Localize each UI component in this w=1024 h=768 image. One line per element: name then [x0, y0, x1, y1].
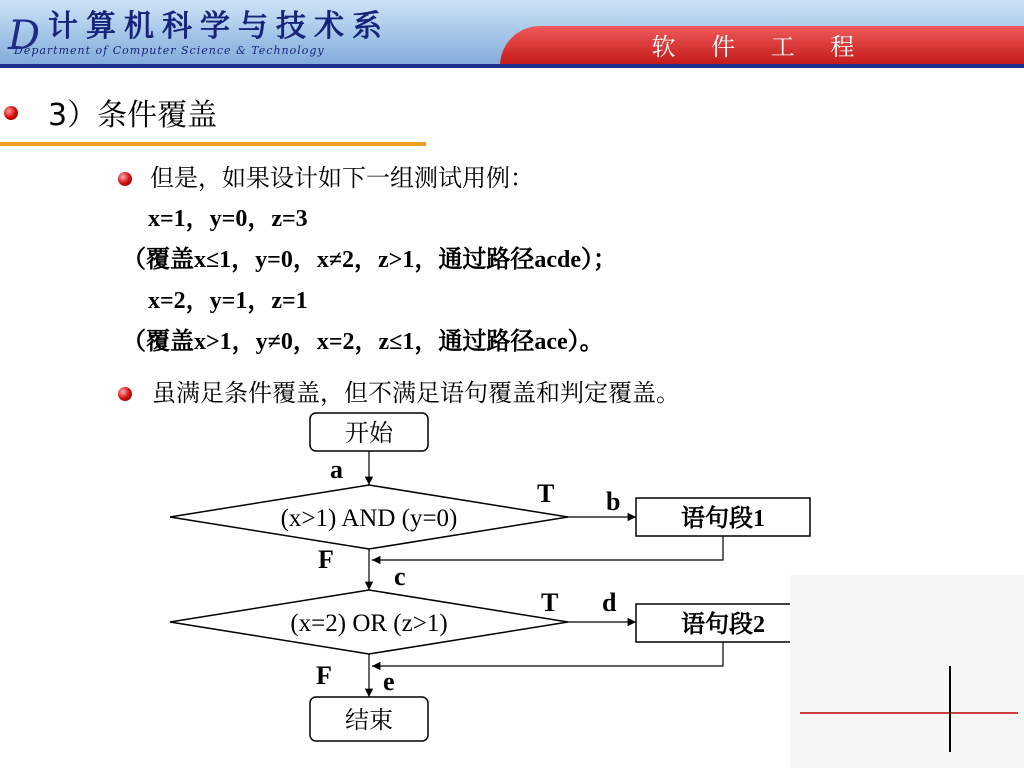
- edge-b-label: b: [606, 487, 621, 516]
- bullet-text-1: 但是，如果设计如下一组测试用例：: [150, 164, 534, 192]
- title-underline: [0, 142, 426, 146]
- decision-1-true-label: T: [537, 479, 555, 508]
- edge-c-label: c: [394, 562, 406, 591]
- section-title: 3）条件覆盖: [48, 98, 218, 133]
- department-name-chinese: 计算机科学与技术系: [48, 9, 390, 44]
- decision-1-false-label: F: [318, 545, 334, 574]
- edge-e-label: e: [383, 667, 395, 696]
- test-case-2-values: x=2，y=1，z=1: [148, 288, 308, 314]
- edge-d-label: d: [602, 588, 617, 617]
- corner-decoration-panel: [790, 575, 1024, 768]
- test-case-2-note: （覆盖x>1，y≠0，x=2，z≤1，通过路径ace）。: [122, 329, 604, 355]
- statement-2-label: 语句段2: [681, 612, 765, 638]
- end-node-label: 结束: [345, 708, 393, 734]
- decision-2-label: (x=2) OR (z>1): [290, 610, 448, 637]
- edge-a-label: a: [330, 455, 343, 484]
- bullet-icon: [118, 172, 132, 186]
- flowchart: [0, 400, 1024, 768]
- decision-1-label: (x>1) AND (y=0): [280, 505, 458, 532]
- title-bullet-icon: [4, 106, 18, 120]
- decision-2-false-label: F: [316, 661, 332, 690]
- start-node-label: 开始: [345, 421, 393, 447]
- course-title: 软 件 工 程: [651, 33, 869, 61]
- department-logo: D: [8, 13, 41, 59]
- header-banner: [0, 0, 1024, 68]
- test-case-1-note: （覆盖x≤1，y=0，x≠2，z>1，通过路径acde）；: [122, 247, 617, 273]
- test-case-1-values: x=1，y=0，z=3: [148, 206, 308, 232]
- statement-1-label: 语句段1: [681, 506, 765, 532]
- bullet-text-2: 虽满足条件覆盖，但不满足语句覆盖和判定覆盖。: [152, 379, 680, 407]
- decision-2-true-label: T: [541, 588, 559, 617]
- department-name-english: Department of Computer Science & Technology: [14, 44, 325, 57]
- bullet-icon: [118, 387, 132, 401]
